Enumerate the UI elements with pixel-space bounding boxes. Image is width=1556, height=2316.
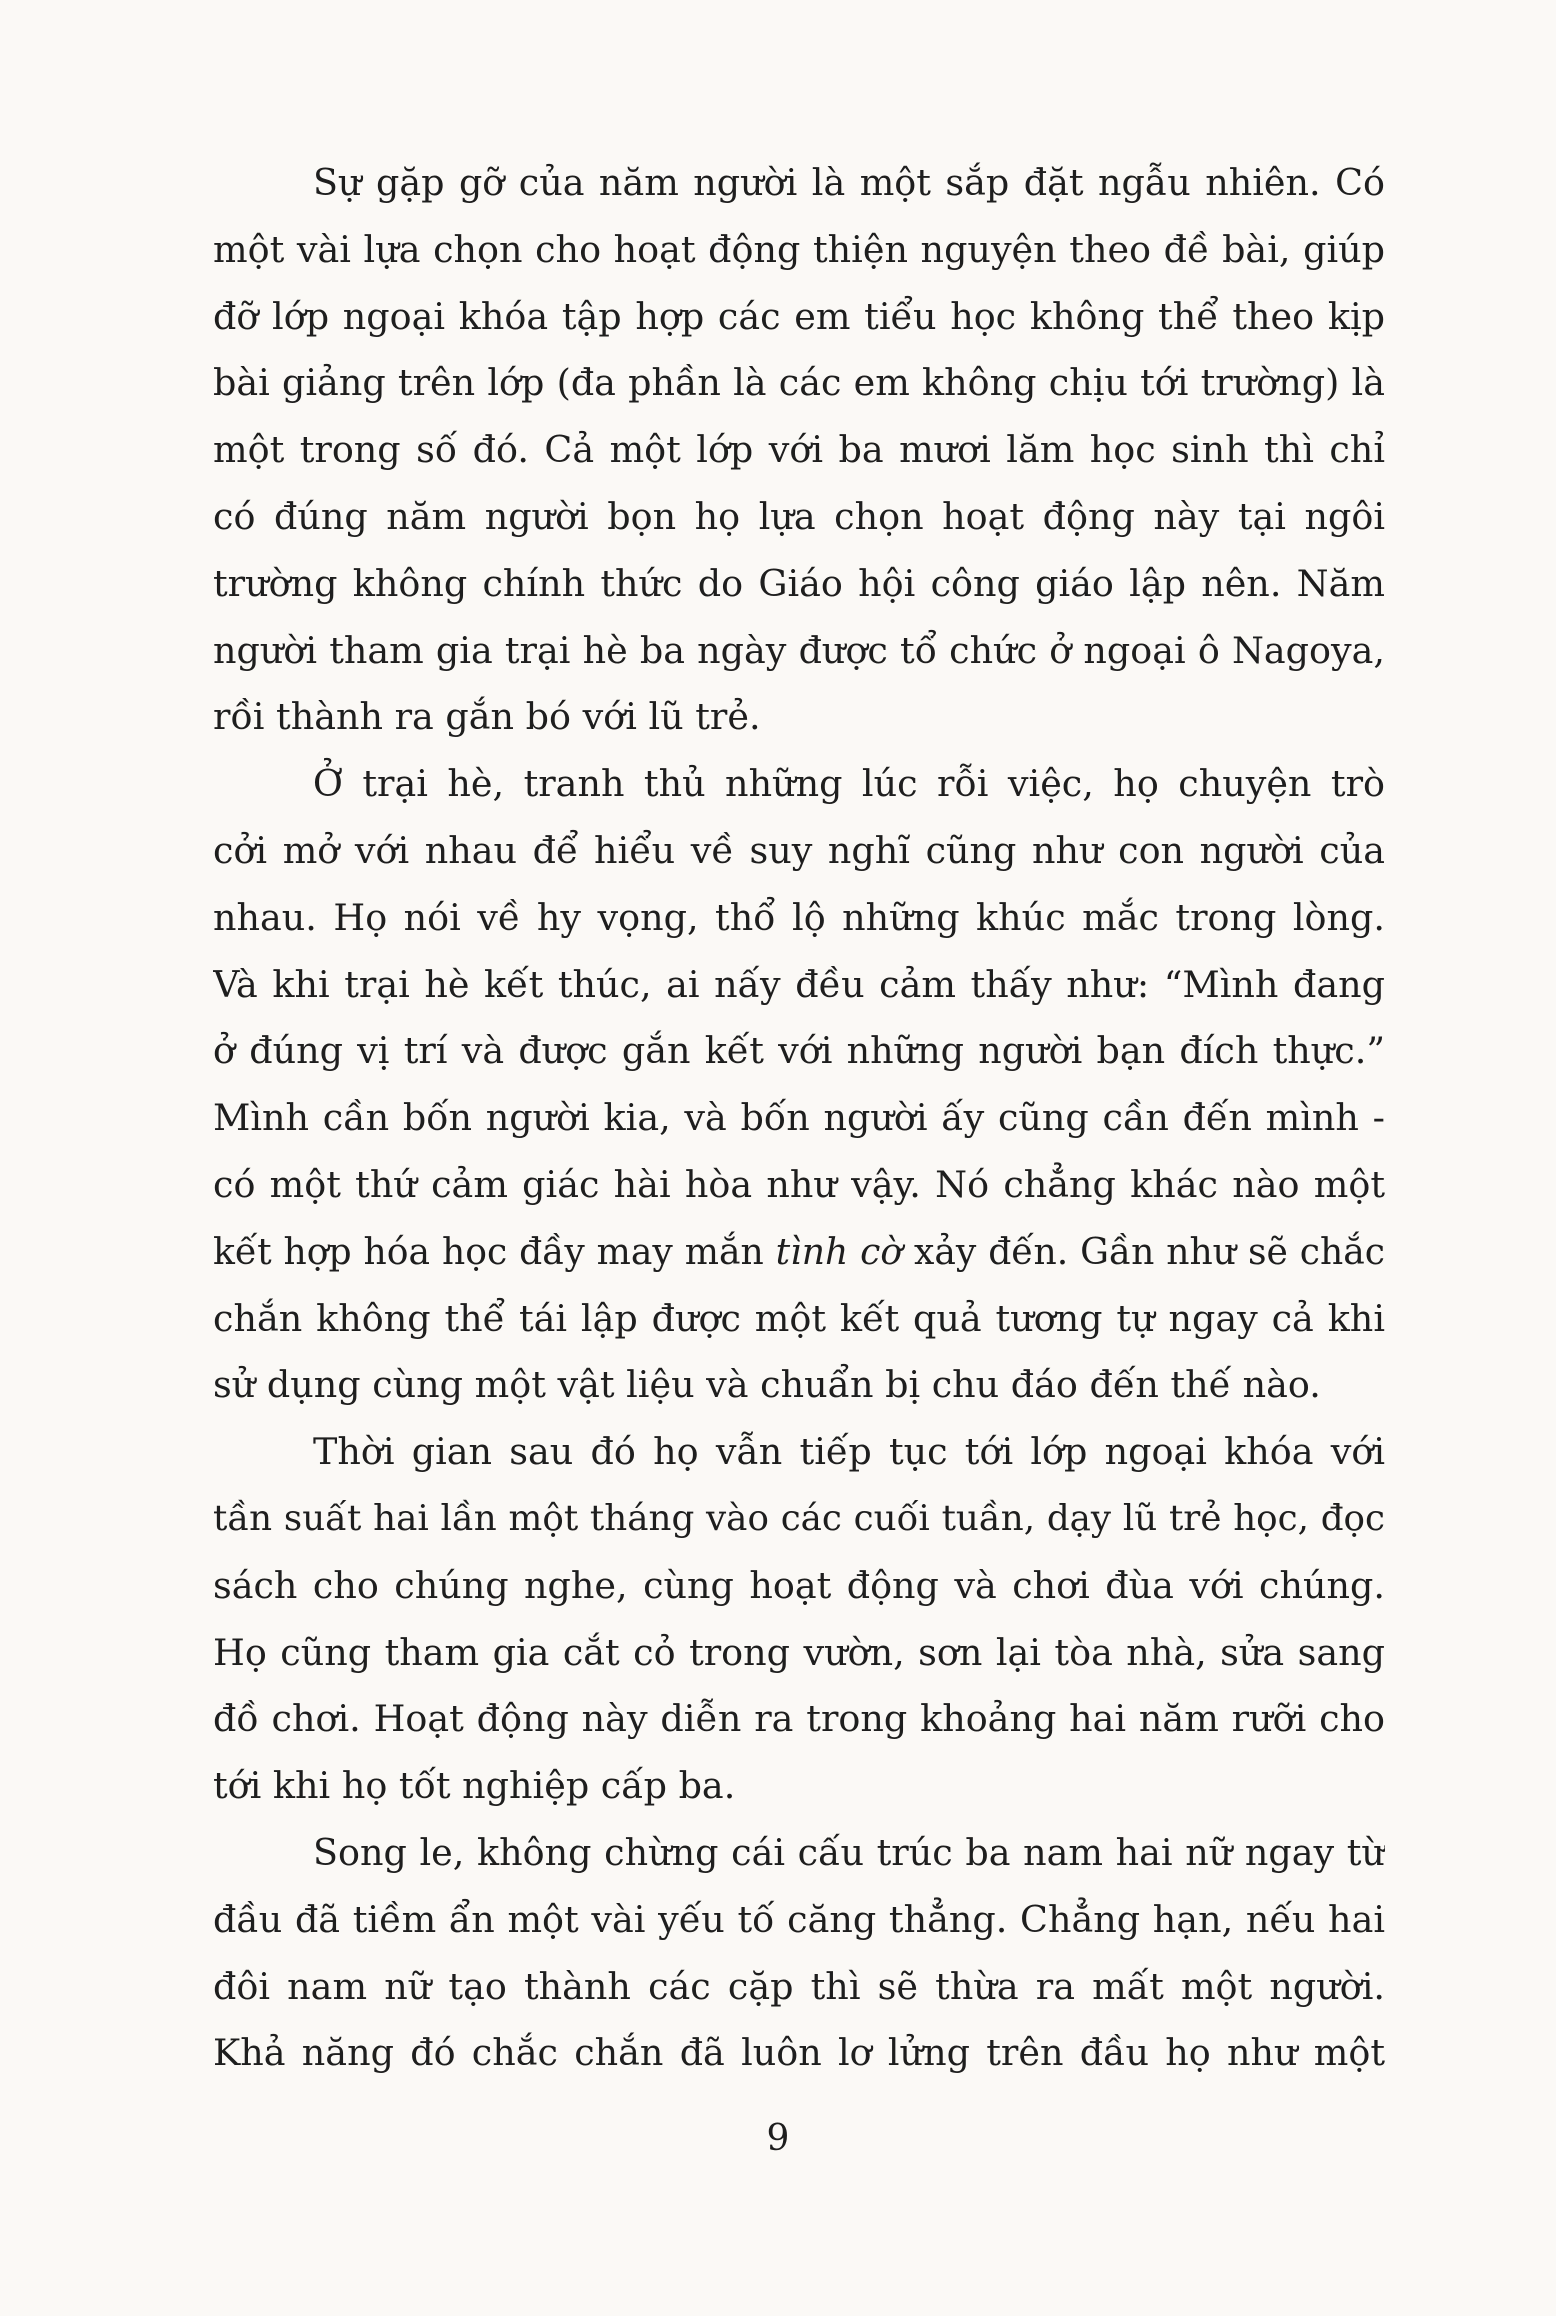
paragraph-3-line-4: Họ cũng tham gia cắt cỏ trong vườn, sơn lại tòa nhà, sửa sang (213, 1630, 1385, 1674)
paragraph-3-line-5: đồ chơi. Hoạt động này diễn ra trong khoảng hai năm rưỡi cho (213, 1697, 1385, 1741)
paragraph-4-line-4: Khả năng đó chắc chắn đã luôn lơ lửng trên đầu họ như một (213, 2031, 1385, 2075)
paragraph-3-line-1: Thời gian sau đó họ vẫn tiếp tục tới lớp ngoại khóa với (313, 1430, 1385, 1474)
paragraph-1-line-8: người tham gia trại hè ba ngày được tổ chức ở ngoại ô Nagoya, (213, 628, 1385, 672)
paragraph-2-line-2: cởi mở với nhau để hiểu về suy nghĩ cũng như con người của (213, 828, 1385, 872)
paragraph-1-line-1: Sự gặp gỡ của năm người là một sắp đặt ngẫu nhiên. Có (313, 161, 1385, 204)
paragraph-2-line-9: chắn không thể tái lập được một kết quả tương tự ngay cả khi (213, 1296, 1385, 1340)
paragraph-4-line-2: đầu đã tiềm ẩn một vài yếu tố căng thẳng. Chẳng hạn, nếu hai (213, 1897, 1385, 1941)
paragraph-4-line-3: đôi nam nữ tạo thành các cặp thì sẽ thừa ra mất một người. (213, 1964, 1385, 2008)
paragraph-2-line-7: có một thứ cảm giác hài hòa như vậy. Nó chẳng khác nào một (213, 1162, 1385, 1206)
body-text (213, 150, 1385, 2087)
page-number: 9 (766, 2118, 790, 2159)
italic-line-before: kết hợp hóa học đầy may mắn (213, 1229, 776, 1273)
paragraph-2-line-1: Ở trại hè, tranh thủ những lúc rỗi việc, họ chuyện trò (313, 762, 1385, 806)
italic-line-after: xảy đến. Gần như sẽ chắc (902, 1229, 1385, 1273)
paragraph-4-line-1: Song le, không chừng cái cấu trúc ba nam hai nữ ngay từ (313, 1830, 1385, 1874)
paragraph-2-line-3: nhau. Họ nói về hy vọng, thổ lộ những khúc mắc trong lòng. (213, 895, 1385, 939)
paragraph-1-line-9: rồi thành ra gắn bó với lũ trẻ. (213, 695, 761, 739)
paragraph-2-line-6: Mình cần bốn người kia, và bốn người ấy cũng cần đến mình - (213, 1096, 1385, 1140)
italic-phrase: tình cờ (775, 1229, 903, 1273)
paragraph-2-line-10: sử dụng cùng một vật liệu và chuẩn bị chu đáo đến thế nào. (213, 1363, 1321, 1407)
paragraph-1-line-3: đỡ lớp ngoại khóa tập hợp các em tiểu học không thể theo kịp (213, 294, 1385, 338)
paragraph-3-line-6: tới khi họ tốt nghiệp cấp ba. (213, 1764, 736, 1808)
paragraph-3-line-3: sách cho chúng nghe, cùng hoạt động và chơi đùa với chúng. (213, 1563, 1385, 1607)
paragraph-2-line-5: ở đúng vị trí và được gắn kết với những người bạn đích thực.” (213, 1029, 1385, 1073)
paragraph-1-line-5: một trong số đó. Cả một lớp với ba mươi lăm học sinh thì chỉ (213, 428, 1385, 472)
paragraph-2-line-4: Và khi trại hè kết thúc, ai nấy đều cảm thấy như: “Mình đang (213, 962, 1385, 1006)
paragraph-2-line-8-with-italic (213, 1219, 1385, 1286)
paragraph-1-line-4: bài giảng trên lớp (đa phần là các em không chịu tới trường) là (213, 361, 1385, 405)
paragraph-1-line-6: có đúng năm người bọn họ lựa chọn hoạt động này tại ngôi (213, 494, 1385, 538)
paragraph-1-line-2: một vài lựa chọn cho hoạt động thiện nguyện theo đề bài, giúp (213, 227, 1385, 271)
paragraph-3-line-2: tần suất hai lần một tháng vào các cuối tuần, dạy lũ trẻ học, đọc (213, 1497, 1385, 1539)
paragraph-1-line-7: trường không chính thức do Giáo hội công giáo lập nên. Năm (213, 561, 1385, 605)
